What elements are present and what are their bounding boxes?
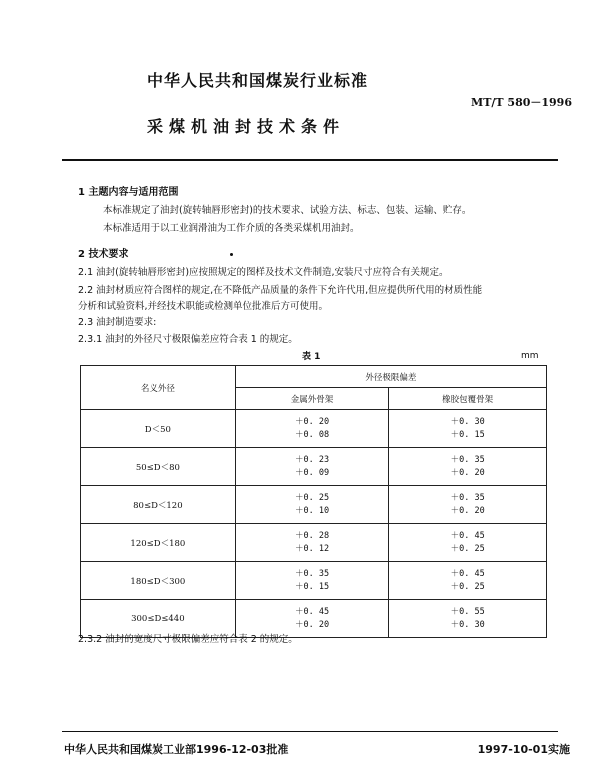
clause-2-2-line1: 2.2 油封材质应符合图样的规定,在不降低产品质量的条件下允许代用,但应提供所代用的材质性能 — [78, 285, 483, 296]
metal-tolerance: ＋0. 20 ＋0. 08 — [235, 410, 389, 448]
table-row — [81, 524, 547, 562]
document-title: 采煤机油封技术条件 — [147, 117, 346, 136]
metal-tolerance: ＋0. 25 ＋0. 10 — [235, 486, 389, 524]
approval-date: 中华人民共和国煤炭工业部1996-12-03批准 — [64, 743, 289, 756]
standard-code: MT/T 580－1996 — [471, 96, 572, 109]
clause-2-1: 2.1 油封(旋转轴唇形密封)应按照规定的图样及技术文件制造,安装尺寸应符合有关规定。 — [78, 267, 449, 278]
standard-title: 中华人民共和国煤炭行业标准 — [147, 71, 369, 90]
effective-date: 1997-10-01实施 — [477, 743, 570, 756]
nominal-size: 120≤D＜180 — [81, 524, 236, 562]
section2-heading: 2 技术要求 — [78, 249, 129, 260]
rubber-tolerance: ＋0. 35 ＋0. 20 — [389, 448, 547, 486]
stray-dot — [230, 253, 233, 256]
table1-caption: 表 1 — [302, 352, 321, 362]
section1-heading: 1 主题内容与适用范围 — [78, 187, 179, 198]
nominal-size: 50≤D＜80 — [81, 448, 236, 486]
table-row — [81, 562, 547, 600]
nominal-size: 300≤D≤440 — [81, 600, 236, 638]
table-row — [81, 486, 547, 524]
section1-para2: 本标准适用于以工业润滑油为工作介质的各类采煤机用油封。 — [103, 223, 360, 234]
footer-divider — [62, 731, 558, 732]
clause-2-3: 2.3 油封制造要求: — [78, 317, 157, 328]
nominal-size: 80≤D＜120 — [81, 486, 236, 524]
table1-unit: mm — [521, 351, 539, 361]
table-row — [81, 448, 547, 486]
metal-tolerance: ＋0. 45 ＋0. 20 — [235, 600, 389, 638]
rubber-tolerance: ＋0. 45 ＋0. 25 — [389, 562, 547, 600]
table-row — [81, 600, 547, 638]
clause-2-2-line2: 分析和试验资料,并经技术职能或检测单位批准后方可使用。 — [78, 301, 329, 312]
metal-tolerance: ＋0. 28 ＋0. 12 — [235, 524, 389, 562]
col-rubber-header: 橡胶包覆骨架 — [389, 388, 547, 410]
section1-para1: 本标准规定了油封(旋转轴唇形密封)的技术要求、试验方法、标志、包装、运输、贮存。 — [103, 205, 472, 216]
col-group-header: 外径极限偏差 — [235, 366, 546, 388]
table-row — [81, 410, 547, 448]
rubber-tolerance: ＋0. 55 ＋0. 30 — [389, 600, 547, 638]
rubber-tolerance: ＋0. 45 ＋0. 25 — [389, 524, 547, 562]
clause-2-3-2: 2.3.2 油封的宽度尺寸极限偏差应符合表 2 的规定。 — [78, 634, 298, 645]
nominal-size: D＜50 — [81, 410, 236, 448]
clause-2-3-1: 2.3.1 油封的外径尺寸极限偏差应符合表 1 的规定。 — [78, 334, 298, 345]
metal-tolerance: ＋0. 23 ＋0. 09 — [235, 448, 389, 486]
header-divider — [62, 159, 558, 161]
nominal-size: 180≤D＜300 — [81, 562, 236, 600]
metal-tolerance: ＋0. 35 ＋0. 15 — [235, 562, 389, 600]
col-metal-header: 金属外骨架 — [235, 388, 389, 410]
rubber-tolerance: ＋0. 30 ＋0. 15 — [389, 410, 547, 448]
rubber-tolerance: ＋0. 35 ＋0. 20 — [389, 486, 547, 524]
col-nominal-header: 名义外径 — [81, 366, 236, 410]
table1 — [80, 365, 547, 638]
